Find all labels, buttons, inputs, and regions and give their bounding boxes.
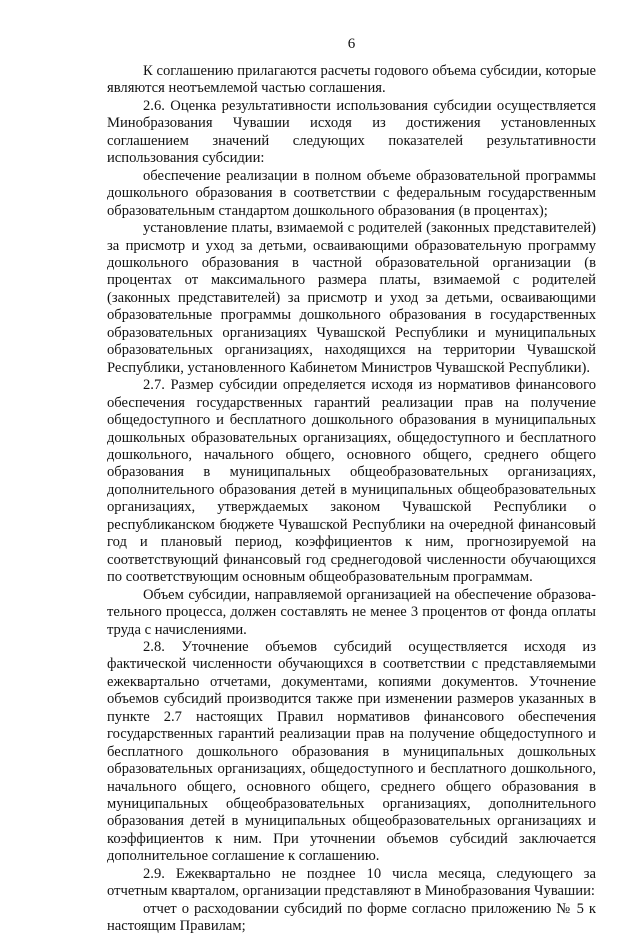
page-number: 6 xyxy=(347,36,356,52)
paragraph-2-7: 2.7. Размер субсидии определяется исходя из нормативов финансового обеспечения государственных гарантий реализации прав на получение общедоступного и бесплатного дошкольного образования в муниципальных дошкольных образовательных организациях, общедоступного и бесплатного дошкольного, начального общего, основного общего, среднего общего образования в муниципальных общеобразовательных организациях, дополнительного образования детей в муниципальных общеобразовательных организациях, утверждаемых законом Чувашской Республики о республиканском бюджете Чувашской Республики на очередной финансовый год и плановый период, коэффициентов к ним, прогнозируемой на соответствующий финансовый год среднегодовой численности обучающихся по соответствующим основным общеобразовательным программам. xyxy=(107,377,596,586)
paragraph-report: отчет о расходовании субсидий по форме согласно приложению № 5 к настоящим Правилам; xyxy=(107,900,596,935)
paragraph-attachment-note: К соглашению прилагаются расчеты годового объема субсидии, которые являются неотъемлемой частью соглашения. xyxy=(107,63,596,97)
document-page xyxy=(107,35,596,936)
paragraph-2-8: 2.8. Уточнение объемов субсидий осуществляется исходя из фактической численности обучающихся в соответствии с представляемыми ежеквартально отчетами, документами, копиями документов. Уточнение объемов субсидий производится также при изменении размеров указанных в пункте 2.7 настоящих Правил нормативов финансового обеспечения государственных гарантий реализации прав на получение общедоступного и бесплатного дошкольного образования в муниципальных дошкольных образовательных организациях, общедоступного и бесплатного дошкольного, начального общего, основного общего, среднего общего образования в муниципальных общеобразовательных организациях, дополнительного образования детей в муниципальных общеобразовательных организациях и коэффициентов к ним. При уточнении объемов субсидий заключается дополнительное соглашение к соглашению. xyxy=(107,638,596,865)
paragraph-subsidy-volume: Объем субсидии, направляемой организацией на обеспечение образовательного процесса, должен составлять не менее 3 процентов от фонда оплаты труда с начислениями. xyxy=(107,586,596,638)
paragraph-indicator-program: обеспечение реализации в полном объеме образовательной программы дошкольного образования в соответствии с федеральным государственным образовательным стандартом дошкольного образования (в процентах); xyxy=(107,167,596,219)
paragraph-indicator-fee: установление платы, взимаемой с родителей (законных представителей) за присмотр и уход за детьми, осваивающими образовательную программу дошкольного образования в частной образовательной организации (в процентах от максимального размера платы, взимаемой с родителей (законных представителей) за присмотр и уход за детьми, осваивающими образовательные программы дошкольного образования в государственных образовательных организациях Чувашской Республики и муниципальных образовательных организациях, находящихся на территории Чувашской Республики, установленного Кабинетом Министров Чувашской Республики). xyxy=(107,220,596,376)
paragraph-2-6: 2.6. Оценка результативности использования субсидии осуществляется Минобразования Чувашии исходя из достижения установленных соглашением значений следующих показателей результативности использования субсидии: xyxy=(107,97,596,167)
paragraph-2-9: 2.9. Ежеквартально не позднее 10 числа месяца, следующего за отчетным кварталом, организации представляют в Минобразования Чувашии: xyxy=(107,865,596,900)
